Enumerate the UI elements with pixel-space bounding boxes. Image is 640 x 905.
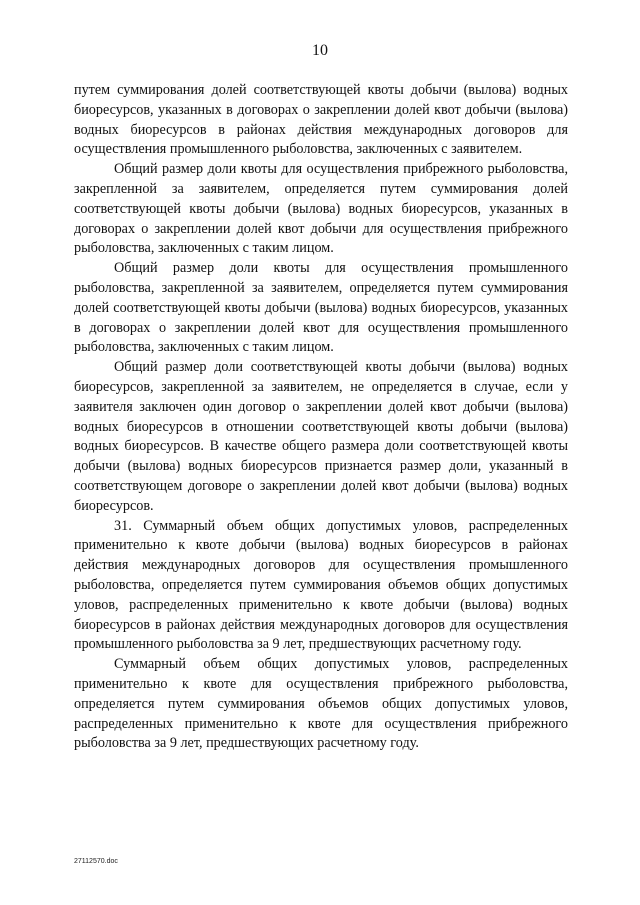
paragraph-coastal-total-catch: Суммарный объем общих допустимых уловов, распределенных применительно к квоте для осуществления прибрежного рыболовства, определяется путем суммирования объемов общих допустимых уловов, распределенных применительно к квоте для осуществления прибрежного рыболовства за 9 лет, предшествующих расчетному году. bbox=[74, 656, 568, 752]
paragraph-coastal-fishing-share: Общий размер доли квоты для осуществления прибрежного рыболовства, закрепленной за заявителем, определяется путем суммирования долей соответствующей квоты добычи (вылова) водных биоресурсов, указанных в договорах о закреплении долей квот добычи для осуществления прибрежного рыболовства, заключенных с таким лицом. bbox=[74, 161, 568, 257]
page-number: 10 bbox=[312, 42, 328, 59]
paragraph-continuation: путем суммирования долей соответствующей квоты добычи (вылова) водных биоресурсов, указанных в договорах о закреплении долей квот добычи (вылова) водных биоресурсов в районах действия международных договоров для осуществления промышленного рыболовства, заключенных с заявителем. bbox=[74, 82, 568, 158]
paragraph-single-contract-share: Общий размер доли соответствующей квоты добычи (вылова) водных биоресурсов, закрепленной за заявителем, не определяется в случае, если у заявителя заключен один договор о закреплении долей квот добычи (вылова) водных биоресурсов в отношении соответствующей квоты добычи (вылова) водных биоресурсов. В качестве общего размера доли соответствующей квоты добычи (вылова) водных биоресурсов признается размер доли, указанный в соответствующем договоре о закреплении долей квот добычи (вылова) водных биоресурсов. bbox=[74, 359, 568, 514]
paragraph-industrial-fishing-share: Общий размер доли квоты для осуществления промышленного рыболовства, закрепленной за заявителем, определяется путем суммирования долей соответствующей квоты добычи (вылова) водных биоресурсов, указанных в договорах о закреплении долей квот для осуществления промышленного рыболовства, заключенных с таким лицом. bbox=[74, 260, 568, 356]
document-body bbox=[74, 81, 568, 754]
paragraph-clause-31: 31. Суммарный объем общих допустимых уловов, распределенных применительно к квоте добычи (вылова) водных биоресурсов в районах действия международных договоров для осуществления промышленного рыболовства, определяется путем суммирования объемов общих допустимых уловов, распределенных применительно к квоте добычи (вылова) водных биоресурсов в районах действия международных договоров для осуществления промышленного рыболовства за 9 лет, предшествующих расчетному году. bbox=[74, 517, 568, 653]
document-filename: 27112570.doc bbox=[74, 858, 118, 865]
